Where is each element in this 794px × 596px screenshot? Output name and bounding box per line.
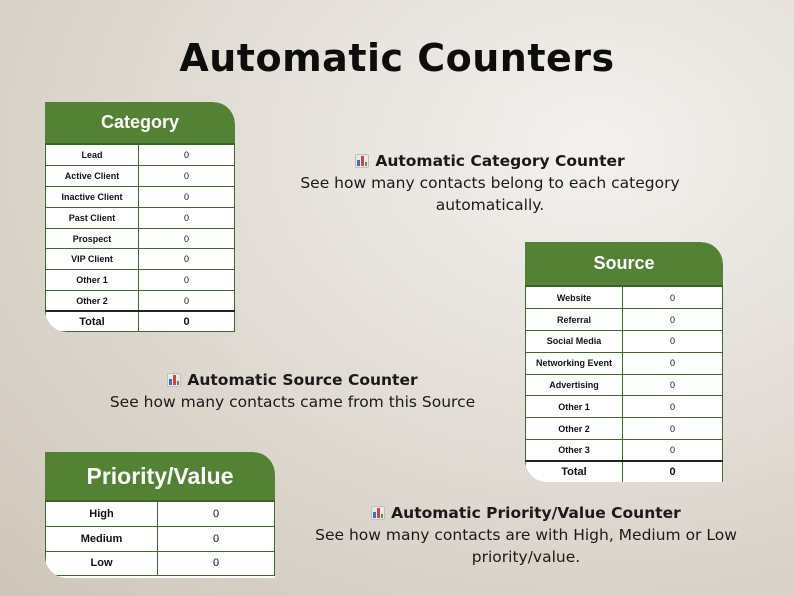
row-value: 0: [139, 249, 235, 270]
row-value: 0: [623, 309, 723, 331]
row-label: Advertising: [526, 374, 623, 396]
row-value: 0: [623, 331, 723, 353]
row-value: 0: [623, 418, 723, 440]
row-value: 0: [158, 527, 275, 552]
row-value: 0: [139, 291, 235, 312]
table-row: [526, 287, 723, 309]
table-row: [46, 551, 275, 576]
table-row: [46, 527, 275, 552]
source-counter-text: See how many contacts came from this Source: [109, 393, 476, 411]
category-counter-table: [45, 102, 235, 332]
total-row: [46, 311, 235, 331]
category-counter-description: [275, 150, 705, 216]
source-counter-heading: Automatic Source Counter: [187, 371, 418, 389]
table-row: [526, 440, 723, 462]
priority-table-header: Priority/Value: [45, 452, 275, 502]
row-value: 0: [623, 287, 723, 309]
row-label: Referral: [526, 309, 623, 331]
row-value: 0: [139, 145, 235, 166]
row-value: 0: [139, 166, 235, 187]
source-table-header: Source: [525, 242, 723, 287]
table-row: [46, 207, 235, 228]
total-row: [526, 461, 723, 482]
row-value: 0: [139, 207, 235, 228]
row-label: Website: [526, 287, 623, 309]
table-row: [46, 228, 235, 249]
row-value: 0: [623, 440, 723, 462]
priority-counter-description: [285, 502, 767, 568]
page-title: Automatic Counters: [179, 36, 615, 80]
row-label: Other 2: [46, 291, 139, 312]
total-value: 0: [623, 461, 723, 482]
row-value: 0: [158, 502, 275, 527]
row-label: Other 2: [526, 418, 623, 440]
row-value: 0: [158, 551, 275, 576]
total-label: Total: [46, 311, 139, 331]
row-value: 0: [139, 228, 235, 249]
table-row: [526, 374, 723, 396]
row-label: Other 3: [526, 440, 623, 462]
row-label: Other 1: [46, 270, 139, 291]
row-label: Active Client: [46, 166, 139, 187]
category-counter-heading: Automatic Category Counter: [375, 152, 625, 170]
row-value: 0: [139, 270, 235, 291]
table-row: [526, 418, 723, 440]
bar-chart-icon: [167, 373, 181, 387]
row-value: 0: [139, 187, 235, 208]
row-label: VIP Client: [46, 249, 139, 270]
table-row: [46, 145, 235, 166]
source-counter-table: [525, 242, 723, 482]
row-label: Social Media: [526, 331, 623, 353]
row-label: Medium: [46, 527, 158, 552]
bar-chart-icon: [355, 154, 369, 168]
table-row: [526, 352, 723, 374]
row-label: Past Client: [46, 207, 139, 228]
total-label: Total: [526, 461, 623, 482]
row-label: Networking Event: [526, 352, 623, 374]
table-row: [46, 291, 235, 312]
priority-counter-table: [45, 452, 275, 578]
row-value: 0: [623, 374, 723, 396]
table-row: [526, 396, 723, 418]
table-row: [46, 270, 235, 291]
table-row: [526, 331, 723, 353]
priority-counter-heading: Automatic Priority/Value Counter: [391, 504, 681, 522]
row-label: Low: [46, 551, 158, 576]
table-row: [46, 502, 275, 527]
row-label: Inactive Client: [46, 187, 139, 208]
row-label: Lead: [46, 145, 139, 166]
row-label: Prospect: [46, 228, 139, 249]
table-row: [46, 166, 235, 187]
table-row: [46, 187, 235, 208]
table-row: [526, 309, 723, 331]
source-counter-description: [80, 369, 505, 413]
row-value: 0: [623, 396, 723, 418]
category-table-header: Category: [45, 102, 235, 145]
row-label: Other 1: [526, 396, 623, 418]
priority-counter-text: See how many contacts are with High, Medium or Low priority/value.: [315, 526, 737, 566]
table-row: [46, 249, 235, 270]
row-label: High: [46, 502, 158, 527]
category-counter-text: See how many contacts belong to each category automatically.: [300, 174, 680, 214]
bar-chart-icon: [371, 506, 385, 520]
total-value: 0: [139, 311, 235, 331]
row-value: 0: [623, 352, 723, 374]
